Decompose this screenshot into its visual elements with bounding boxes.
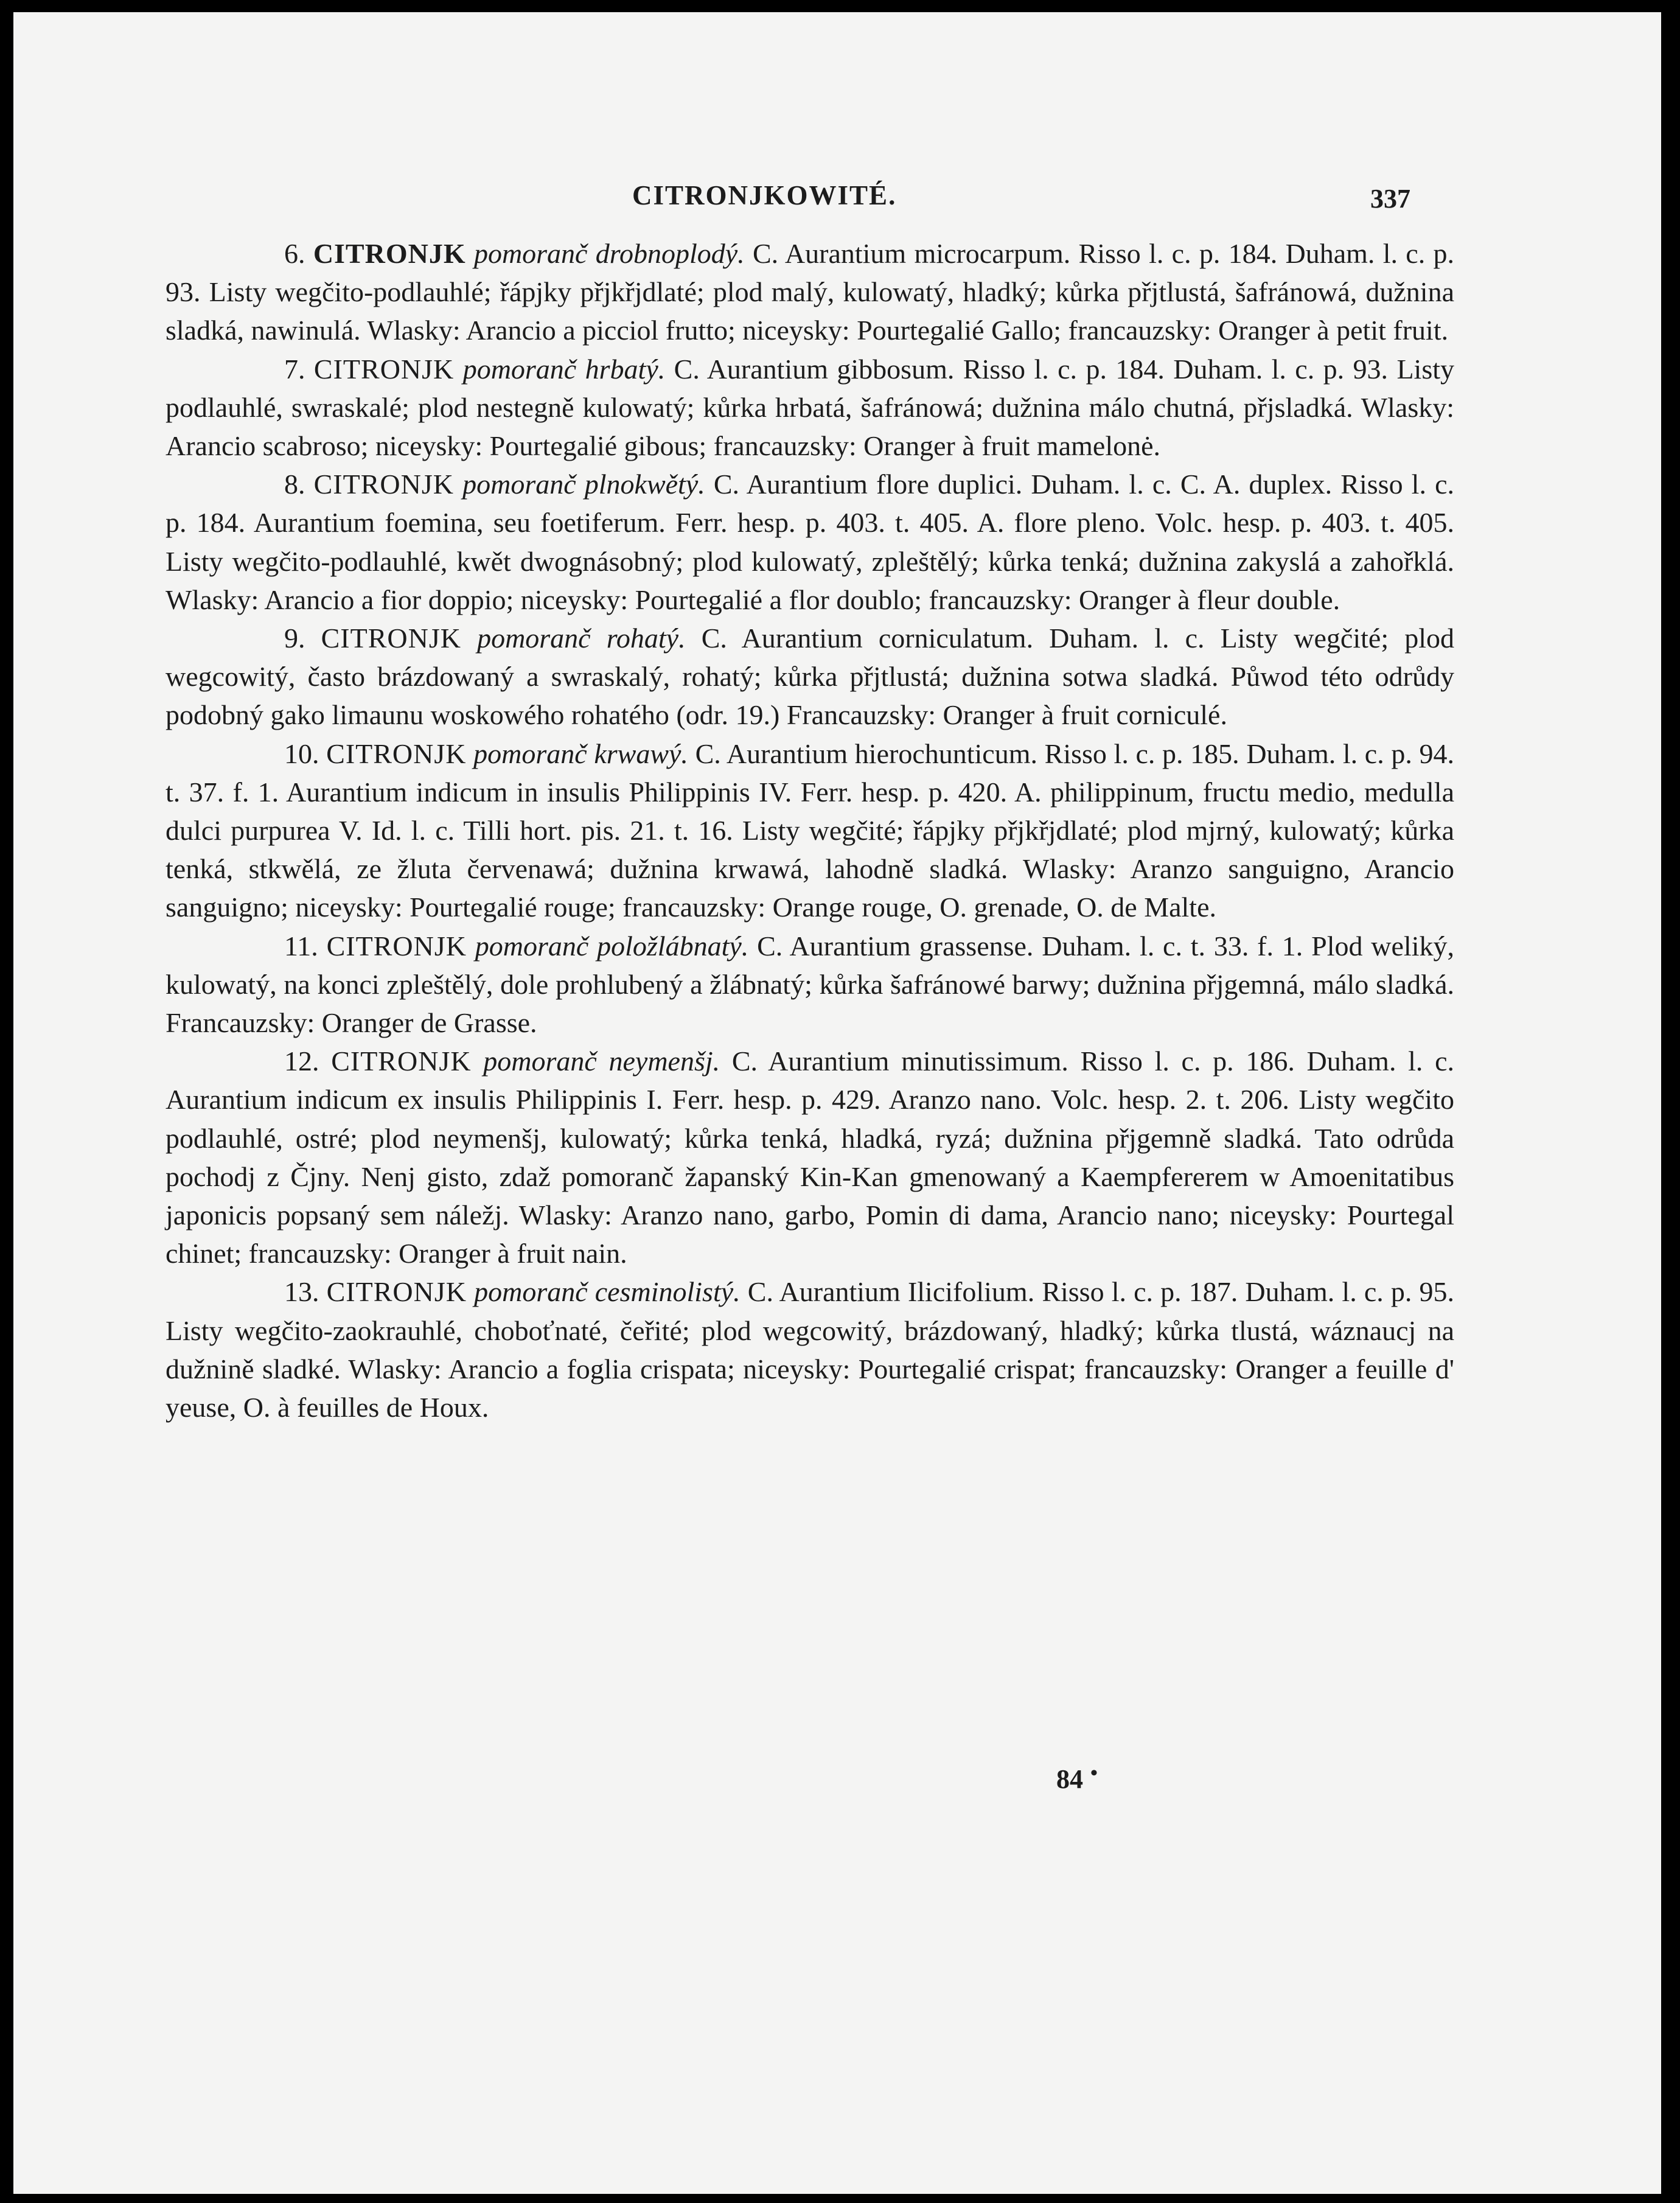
entry-number: 10.: [284, 738, 319, 769]
entry-number: 6.: [284, 238, 305, 269]
entry-7: [166, 350, 1454, 466]
entry-number: 7.: [284, 353, 305, 385]
entry-text: C. Aurantium hierochunticum. Risso l. c. p. 185. Duham. l. c. p. 94. t. 37. f. 1. Aurantium indicum in insulis Philippinis IV. Ferr. hesp. p. 420. A. philippinum, fructu medio, medulla dulci purpurea V. Id. l. c. Tilli hort. pis. 21. t. 16. Listy wegčité; řápjky přjkřjdlaté; plod mjrný, kulowatý; kůrka tenká, stkwělá, ze žluta červenawá; dužnina krwawá, lahodně sladká. Wlasky: Aranzo sanguigno, Arancio sanguigno; niceysky: Pourtegalié rouge; francauzsky: Orange rouge, O. grenade, O. de Malte.: [166, 738, 1455, 923]
entry-czech-name: pomoranč neymenšj.: [483, 1046, 720, 1077]
running-head: CITRONJKOWITÉ.: [632, 180, 897, 211]
entry-text: C. Aurantium corniculatum. Duham. l. c. Listy wegčité; plod wegcowitý, často brázdowaný a swraskalý, rohatý; kůrka přjtlustá; dužnina sotwa sladká. Půwod této odrůdy podobný gako limaunu woskowého rohatého (odr. 19.) Francauzsky: Oranger à fruit corniculé.: [166, 623, 1454, 731]
entry-name: CITRONJK: [326, 738, 467, 769]
entry-number: 13.: [284, 1276, 319, 1308]
entry-10: [166, 735, 1454, 927]
entry-8: [166, 465, 1454, 619]
entry-czech-name: pomoranč drobnoplodý.: [473, 238, 745, 269]
entry-13: [166, 1273, 1454, 1426]
body-text: [166, 234, 1454, 1426]
entry-name: CITRONJK: [331, 1046, 472, 1077]
entry-12: [166, 1042, 1454, 1273]
entry-number: 8.: [284, 469, 305, 500]
page-header: [13, 180, 1661, 216]
entry-number: 9.: [284, 623, 305, 654]
entry-czech-name: pomoranč položlábnatý.: [475, 930, 749, 962]
entry-name: CITRONJK: [321, 623, 461, 654]
entry-6: [166, 234, 1454, 350]
page-number: 337: [1370, 184, 1410, 214]
signature-dot: •: [1090, 1762, 1098, 1784]
entry-name: CITRONJK: [326, 1276, 467, 1308]
entry-name: CITRONJK: [313, 469, 454, 500]
entry-text: C. Aurantium Ilicifolium. Risso l. c. p. 187. Duham. l. c. p. 95. Listy wegčito-zaokrauhlé, choboťnaté, čeřité; plod wegcowitý, brázdowaný, hladký; kůrka tlustá, wáznaucj na dužnině sladké. Wlasky: Arancio a foglia crispata; niceysky: Pourtegalié crispat; francauzsky: Oranger a feuille d' yeuse, O. à feuilles de Houx.: [166, 1276, 1454, 1423]
entry-name: CITRONJK: [326, 930, 467, 962]
signature-mark: [1056, 1762, 1098, 1795]
signature-number: 84: [1056, 1764, 1083, 1794]
entry-number: 12.: [284, 1046, 319, 1077]
entry-number: 11.: [284, 930, 318, 962]
entry-text: C. Aurantium grassense. Duham. l. c. t. 33. f. 1. Plod weliký, kulowatý, na konci zpleštělý, dole prohlubený a žlábnatý; kůrka šafránowé barwy; dužnina přjgemná, málo sladká. Francauzsky: Oranger de Grasse.: [166, 930, 1454, 1039]
book-page: [13, 12, 1661, 2194]
entry-9: [166, 619, 1454, 735]
entry-czech-name: pomoranč cesminolistý.: [474, 1276, 741, 1308]
entry-text: C. Aurantium minutissimum. Risso l. c. p. 186. Duham. l. c. Aurantium indicum ex insulis Philippinis I. Ferr. hesp. p. 429. Aranzo nano. Volc. hesp. 2. t. 206. Listy wegčito podlauhlé, ostré; plod neymenšj, kulowatý; kůrka tenká, hladká, ryzá; dužnina přjgemně sladká. Tato odrůda pochodj z Čjny. Nenj gisto, zdaž pomoranč žapanský Kin-Kan gmenowaný a Kaempfererem w Amoenitatibus japonicis popsaný sem náležj. Wlasky: Aranzo nano, garbo, Pomin di dama, Arancio nano; niceysky: Pourtegal chinet; francauzsky: Oranger à fruit nain.: [166, 1046, 1455, 1269]
entry-text: C. Aurantium microcarpum. Risso l. c. p. 184. Duham. l. c. p. 93. Listy wegčito-podlauhlé; řápjky přjkřjdlaté; plod malý, kulowatý, hladký; kůrka přjtlustá, šafránowá, dužnina sladká, nawinulá. Wlasky: Arancio a picciol frutto; niceysky: Pourtegalié Gallo; francauzsky: Oranger à petit fruit.: [166, 238, 1455, 346]
entry-name: CITRONJK: [313, 238, 466, 269]
entry-text: C. Aurantium flore duplici. Duham. l. c. C. A. duplex. Risso l. c. p. 184. Aurantium foemina, seu foetiferum. Ferr. hesp. p. 403. t. 405. A. flore pleno. Volc. hesp. p. 403. t. 405. Listy wegčito-podlauhlé, kwět dwognásobný; plod kulowatý, zpleštělý; kůrka tenká; dužnina zakyslá a zahořklá. Wlasky: Arancio a fior doppio; niceysky: Pourtegalié a flor doublo; francauzsky: Oranger à fleur double.: [166, 469, 1455, 615]
entry-czech-name: pomoranč rohatý.: [477, 623, 686, 654]
entry-czech-name: pomoranč hrbatý.: [462, 353, 666, 385]
entry-text: C. Aurantium gibbosum. Risso l. c. p. 184. Duham. l. c. p. 93. Listy podlauhlé, swraskalé; plod nestegně kulowatý; kůrka hrbatá, šafránowá; dužnina málo chutná, přjsladká. Wlasky: Arancio scabroso; niceysky: Pourtegalié gibous; francauzsky: Oranger à fruit mamelonė.: [166, 353, 1455, 462]
entry-czech-name: pomoranč plnokwětý.: [462, 469, 705, 500]
entry-11: [166, 927, 1454, 1042]
entry-name: CITRONJK: [313, 353, 455, 385]
entry-czech-name: pomoranč krwawý.: [473, 738, 688, 769]
